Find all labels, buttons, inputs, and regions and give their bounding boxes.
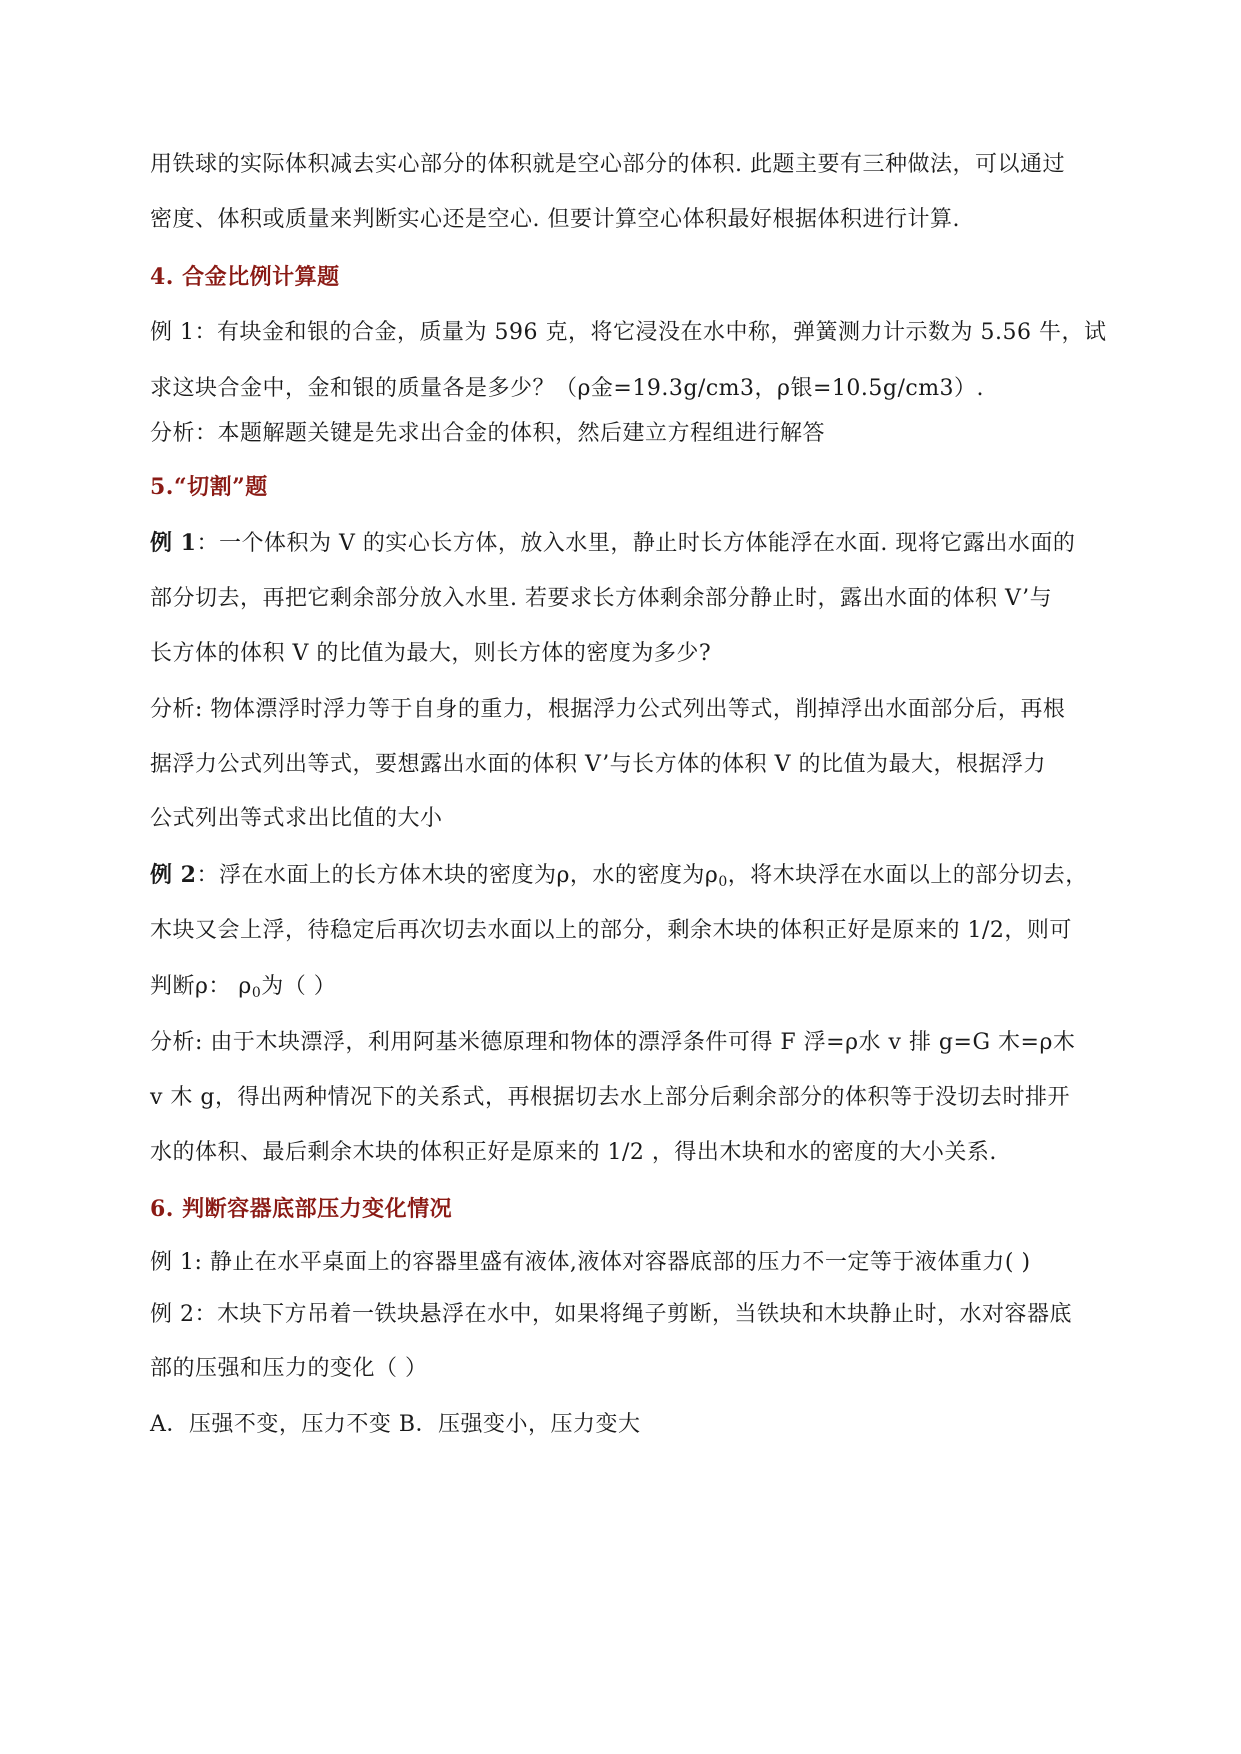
example-text: ：一个体积为 V 的实心长方体，放入水里，静止时长方体能浮在水面. 现将它露出水面的 bbox=[196, 531, 1076, 556]
paragraph-line: 木块又会上浮，待稳定后再次切去水面以上的部分，剩余木块的体积正好是原来的 1/2，则可 bbox=[150, 918, 1072, 943]
example-line: 例 1: 静止在水平桌面上的容器里盛有液体,液体对容器底部的压力不一定等于液体重力( ) bbox=[150, 1250, 1031, 1275]
paragraph-line: 据浮力公式列出等式，要想露出水面的体积 V’与长方体的体积 V 的比值为最大，根据浮力 bbox=[150, 752, 1047, 777]
subscript: 0 bbox=[251, 985, 262, 1001]
paragraph-line: 公式列出等式求出比值的大小 bbox=[150, 806, 443, 831]
section-heading-4: 4. 合金比例计算题 bbox=[150, 264, 340, 290]
example-line: 例 1：有块金和银的合金，质量为 596 克，将它浸没在水中称，弹簧测力计示数为 5.56 牛，试 bbox=[150, 320, 1107, 345]
paragraph-line: 长方体的体积 V 的比值为最大，则长方体的密度为多少? bbox=[150, 641, 712, 666]
paragraph-line: 密度、体积或质量来判断实心还是空心. 但要计算空心体积最好根据体积进行计算. bbox=[150, 207, 960, 232]
paragraph-line: 部分切去，再把它剩余部分放入水里. 若要求长方体剩余部分静止时，露出水面的体积 V’与 bbox=[150, 586, 1053, 611]
paragraph-line: 水的体积、最后剩余木块的体积正好是原来的 1/2 ，得出木块和水的密度的大小关系. bbox=[150, 1140, 997, 1165]
paragraph-line: 求这块合金中，金和银的质量各是多少？（ρ金=19.3g/cm3，ρ银=10.5g/cm3）. bbox=[150, 376, 985, 401]
example-line: 例 2：木块下方吊着一铁块悬浮在水中，如果将绳子剪断，当铁块和木块静止时，水对容器底 bbox=[150, 1302, 1072, 1327]
example-label: 例 2 bbox=[150, 862, 197, 888]
example-line bbox=[150, 528, 1075, 559]
analysis-line: 分析: 由于木块漂浮，利用阿基米德原理和物体的漂浮条件可得 F 浮=ρ水 v 排 g=G 木=ρ木 bbox=[150, 1030, 1076, 1055]
answer-option-line: A．压强不变，压力不变 B．压强变小，压力变大 bbox=[150, 1412, 641, 1437]
section-heading-6: 6. 判断容器底部压力变化情况 bbox=[150, 1196, 453, 1222]
paragraph-line: v 木 g，得出两种情况下的关系式，再根据切去水上部分后剩余部分的体积等于没切去时排开 bbox=[150, 1085, 1071, 1110]
subscript: 0 bbox=[718, 874, 728, 890]
paragraph-line: 部的压强和压力的变化（ ） bbox=[150, 1356, 428, 1381]
text-part: 为（ ） bbox=[261, 974, 337, 999]
section-heading-5: 5.“切割”题 bbox=[150, 474, 268, 500]
example-text: ：浮在水面上的长方体木块的密度为ρ，水的密度为ρ bbox=[196, 863, 719, 888]
paragraph-line: 用铁球的实际体积减去实心部分的体积就是空心部分的体积. 此题主要有三种做法，可以通过 bbox=[150, 152, 1065, 177]
analysis-line: 分析：本题解题关键是先求出合金的体积，然后建立方程组进行解答 bbox=[150, 421, 826, 446]
analysis-line: 分析: 物体漂浮时浮力等于自身的重力，根据浮力公式列出等式，削掉浮出水面部分后，再根 bbox=[150, 697, 1066, 722]
text-part: 判断ρ： ρ bbox=[150, 974, 252, 999]
example-line bbox=[150, 860, 1088, 891]
example-text: ，将木块浮在水面以上的部分切去， bbox=[727, 863, 1088, 888]
example-label: 例 1 bbox=[150, 530, 197, 556]
paragraph-line bbox=[150, 972, 336, 1002]
